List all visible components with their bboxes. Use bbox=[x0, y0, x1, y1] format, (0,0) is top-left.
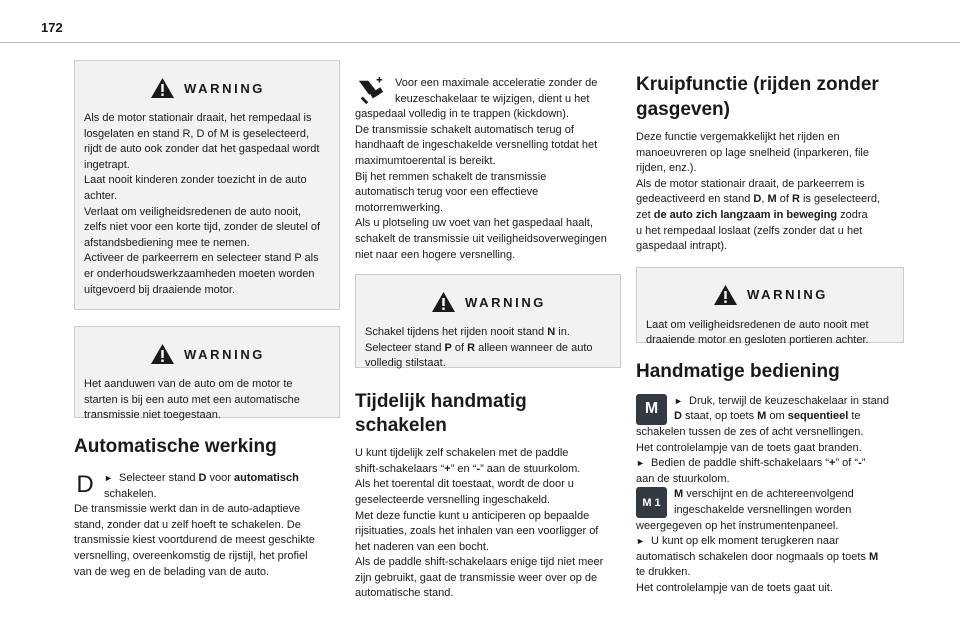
manual-display-row bbox=[636, 487, 904, 518]
temporary-manual-body: U kunt tijdelijk zelf schakelen met de paddle shift-schakelaars “+” en “-” aan de stuurkolom. Als het toerental dit toestaat, wordt de door u geselecteerde versnelling ingeschakeld. Met deze functie kunt u anticiperen op bepaalde rijsituaties, zoals het inhalen van een voorligger of het naderen van een bocht. Als de paddle shift-schakelaars enige tijd niet meer zijn gebruikt, gaat de transmissie weer over op de automatische stand. bbox=[355, 447, 604, 600]
warning-triangle-icon bbox=[150, 343, 175, 365]
warning-title: WARNING bbox=[183, 80, 266, 96]
warning-title: WARNING bbox=[746, 287, 829, 303]
kickdown-intro-text: Voor een maximale acceleratie zonder de keuzeschakelaar te wijzigen, dient u het bbox=[395, 77, 598, 105]
manual-display-text: M verschijnt en de achtereenvolgend ingeschakelde versnellingen worden bbox=[674, 488, 854, 516]
warning-box-neutral bbox=[355, 274, 621, 368]
bullet-arrow-icon: ► bbox=[636, 458, 645, 469]
gear-d-icon: D bbox=[76, 471, 94, 498]
kickdown-intro bbox=[355, 76, 621, 107]
column-middle bbox=[355, 76, 621, 602]
warning-title: WARNING bbox=[183, 346, 266, 362]
warning-triangle-icon bbox=[431, 291, 456, 313]
gear-display-icon: M 1 bbox=[636, 487, 667, 518]
bullet-arrow-icon: ► bbox=[636, 536, 645, 547]
warning-text: Het aanduwen van de auto om de motor te starten is bij een auto met een automatische transmissie niet toegestaan. bbox=[84, 378, 300, 422]
manual-bullet-1 bbox=[636, 394, 904, 425]
section-heading-temporary-manual: Tijdelijk handmatig schakelen bbox=[355, 391, 527, 437]
warning-text: Als de motor stationair draait, het rempedaal is losgelaten en stand R, D of M is geselecteerd, rijdt de auto ook zonder dat het gaspedaal wordt ingetrapt. Laat nooit kinderen zonder toezicht in de auto achter. Verlaat om veiligheidsredenen de auto nooit, zelfs niet voor een korte tijd, zonder de sleutel of afstandsbediening mee te nemen. Activeer de parkeerrem en selecteer stand P als er onderhoudswerkzaamheden moeten worden uitgevoerd bij draaiende motor. bbox=[84, 112, 321, 296]
warning-header bbox=[84, 337, 331, 371]
section-heading-manual: Handmatige bediening bbox=[636, 360, 840, 382]
warning-box-leave-car bbox=[636, 267, 904, 347]
warning-header bbox=[84, 71, 331, 105]
warning-text: Schakel tijdens het rijden nooit stand N in. Selecteer stand P of R alleen wanneer de auto volledig stilstaat. bbox=[365, 326, 593, 370]
warning-text: Laat om veiligheidsredenen de auto nooit met draaiende motor en gesloten portieren achter. bbox=[646, 318, 869, 347]
warning-triangle-icon bbox=[713, 284, 738, 306]
manual-body-1: schakelen tussen de zes of acht versnellingen. Het controlelampje van de toets gaat branden. ► Bedien de paddle shift-schakelaars “+” of “-” aan de stuurkolom. bbox=[636, 425, 866, 485]
m-button-icon: M bbox=[636, 394, 667, 425]
page-number: 172 bbox=[41, 20, 63, 35]
warning-header bbox=[365, 285, 612, 319]
header-rule bbox=[0, 42, 960, 43]
warning-header bbox=[646, 278, 895, 312]
bullet-arrow-icon: ► bbox=[674, 395, 683, 406]
automatic-body: De transmissie werkt dan in de auto-adaptieve stand, zonder dat u zelf hoeft te schakelen. De transmissie kiest voortdurend de meest geschikte versnelling, overeenkomstig de rijstijl, het profiel van de weg en de belading van de auto. bbox=[74, 503, 315, 578]
bullet-arrow-icon: ► bbox=[104, 473, 113, 483]
warning-box-motor bbox=[74, 60, 340, 310]
kickdown-body: gaspedaal volledig in te trappen (kickdown). De transmissie schakelt automatisch terug of handhaaft de ingeschakelde versnelling totdat het maximumtoerental is bereikt. Bij het remmen schakelt de transmissie automatisch terug voor een effectieve motorremwerking. Als u plotseling uw voet van het gaspedaal haalt, schakelt de transmissie uit veiligheidsoverwegingen niet naar een hogere versnelling. bbox=[355, 108, 607, 261]
warning-box-push-start bbox=[74, 326, 340, 422]
warning-title: WARNING bbox=[464, 294, 547, 310]
column-right bbox=[636, 72, 904, 596]
automatic-bullet-text: ► Selecteer stand D voor automatisch schakelen. bbox=[104, 472, 299, 500]
automatic-bullet bbox=[74, 471, 340, 502]
section-heading-automatic: Automatische werking bbox=[74, 436, 277, 457]
pedal-icon bbox=[355, 76, 387, 106]
warning-triangle-icon bbox=[150, 77, 175, 99]
manual-bullet-1-text: ► Druk, terwijl de keuzeschakelaar in stand D staat, op toets M om sequentieel te bbox=[674, 394, 889, 423]
manual-body-2: weergegeven op het instrumentenpaneel. ► U kunt op elk moment terugkeren naar automatisch schakelen door nogmaals op toets M te drukken. Het controlelampje van de toets gaat uit. bbox=[636, 519, 879, 594]
creep-body: Deze functie vergemakkelijkt het rijden en manoeuvreren op lage snelheid (inparkeren, file rijden, enz.). Als de motor stationair draait, de parkeerrem is gedeactiveerd en stand D, M of R is geselecteerd, zet de auto zich langzaam in beweging zodra u het rempedaal loslaat (zelfs zonder dat u het gaspedaal intrapt). bbox=[636, 131, 881, 253]
section-heading-creep: Kruipfunctie (rijden zonder gasgeven) bbox=[636, 74, 879, 120]
column-left bbox=[74, 60, 340, 580]
